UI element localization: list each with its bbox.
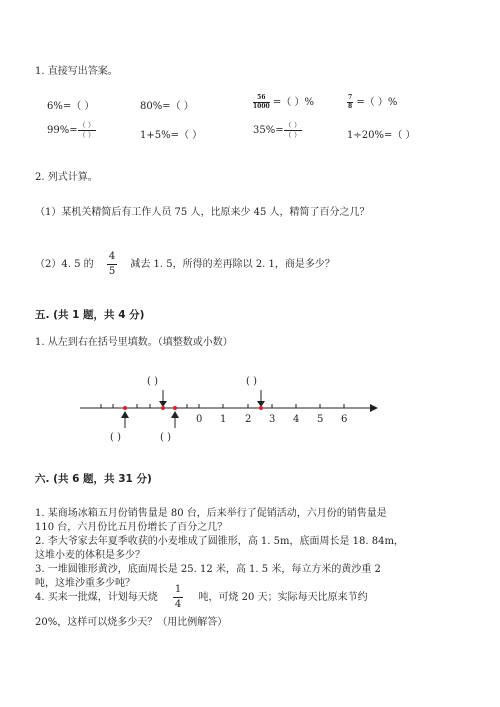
fraction-4-5: $\frac{4}{5}$ (108, 251, 116, 277)
minor-ticks (101, 404, 344, 408)
tick-6: 6 (341, 414, 348, 425)
section6-q1-line2: 110 台，六月份比五月份增长了百分之几？ (35, 522, 228, 533)
top-blank-2: ( ) (246, 376, 257, 387)
tick-0: 0 (196, 414, 203, 425)
red-point-3 (173, 406, 177, 410)
q1-item-7-prefix: 35%= (253, 125, 284, 136)
q1-item-4-answer: =（ ）% (356, 97, 398, 108)
red-point-2 (161, 406, 165, 410)
q1-item-4 (347, 93, 397, 110)
top-blank-1: ( ) (147, 376, 158, 387)
bottom-blank-1: ( ) (110, 432, 121, 443)
section6-q4-suffix: 吨，可烧 20 天；实际每天比原来节约 (198, 592, 368, 603)
section5-heading: 五. (共 1 题，共 4 分) (35, 309, 145, 321)
section6-q2-line1: 2. 李大爷家去年夏季收获的小麦堆成了圆锥形，高 1. 5m，底面周长是 18. 84m， (35, 536, 404, 547)
q1-item-5 (47, 122, 96, 139)
section2-q2-prefix: （2）4. 5 的 (35, 259, 94, 270)
section2-q2 (35, 252, 335, 277)
q1-item-1: 6%=（ ） (47, 101, 95, 112)
tick-1: 1 (220, 414, 227, 425)
tick-3: 3 (269, 414, 276, 425)
q1-item-8: 1÷20%=（ ） (347, 130, 416, 141)
section6-q2-line2: 这堆小麦的体积是多少？ (35, 550, 145, 561)
section6-q1-line1: 1. 某商场冰箱五月份销售量是 80 台，后来举行了促销活动，六月份的销售量是 (35, 508, 387, 519)
section6-q4-line1 (35, 585, 368, 610)
section2-title: 2. 列式计算。 (35, 172, 98, 183)
section6-q4-line2: 20%，这样可以烧多少天？（用比例解答） (35, 617, 228, 628)
section1-title: 1. 直接写出答案。 (35, 66, 118, 77)
section6-q4-prefix: 4. 买来一批煤，计划每天烧 (35, 592, 158, 603)
section2-q1: （1）某机关精简后有工作人员 75 人，比原来少 45 人，精简了百分之几？ (35, 207, 370, 218)
blank-fraction: $\frac{( )}{( )}$ (78, 121, 95, 139)
q1-item-6: 1+5%=（ ） (140, 130, 203, 141)
fraction-7-8: $\frac{7}{8}$ (348, 94, 353, 110)
bottom-blank-2: ( ) (160, 432, 171, 443)
q1-item-7 (253, 122, 302, 139)
section6-heading: 六. (共 6 题，共 31 分) (35, 473, 152, 485)
blank-fraction: $\frac{( )}{( )}$ (284, 121, 301, 139)
section5-q1: 1. 从左到右在括号里填数。（填整数或小数） (35, 337, 233, 348)
q1-item-2: 80%=（ ） (140, 101, 194, 112)
red-point-1 (123, 406, 127, 410)
section6-q3-line1: 3. 一堆圆锥形黄沙，底面周长是 25. 12 米，高 1. 5 米，每立方米的黄沙重 2 (35, 564, 381, 575)
fraction-1-4: $\frac{1}{4}$ (174, 584, 182, 610)
tick-4: 4 (293, 414, 300, 425)
number-line-figure (0, 370, 500, 450)
q1-item-3 (253, 93, 314, 110)
section6-q3-line2: 吨，这堆沙重多少吨？ (35, 578, 135, 589)
fraction-56-1000: $\frac{56}{1000}$ (253, 94, 270, 110)
q1-item-3-answer: =（ ）% (272, 97, 314, 108)
tick-2: 2 (245, 414, 252, 425)
tick-5: 5 (317, 414, 324, 425)
q1-item-5-prefix: 99%= (47, 125, 78, 136)
red-point-4 (259, 406, 263, 410)
section2-q2-suffix: 减去 1. 5，所得的差再除以 2. 1，商是多少？ (130, 259, 335, 270)
axis-arrow (370, 404, 378, 412)
